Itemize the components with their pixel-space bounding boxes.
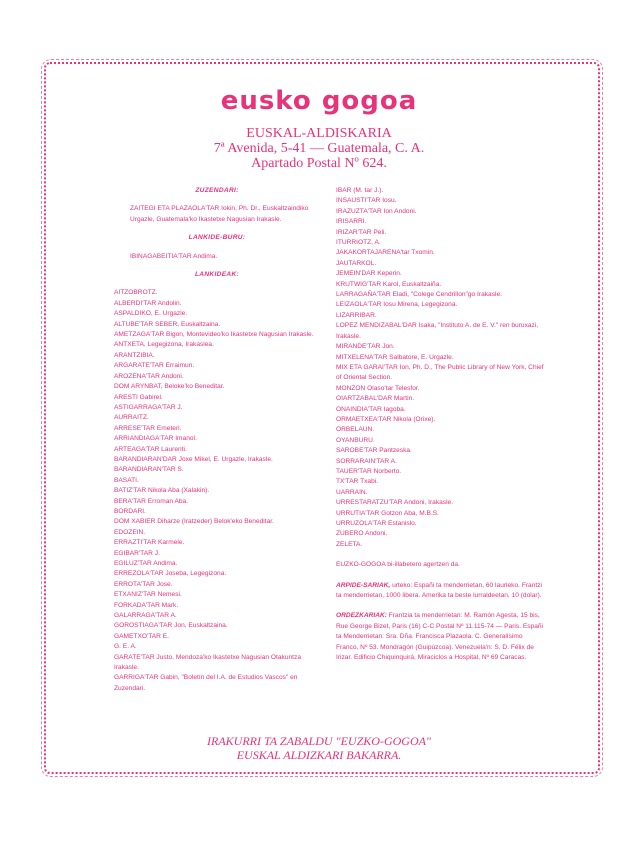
list-item: AURRAITZ. (114, 414, 149, 422)
list-item: URRESTARATZU'TAR Andoni, Irakasle. (336, 499, 454, 507)
list-item: BERA'TAR Erroman Aba. (114, 497, 189, 505)
list-item: ORMAETXEA'TAR Nikola (Orixe). (336, 415, 436, 423)
contributors-list (114, 288, 320, 694)
list-item: ETXANIZ'TAR Nemesi. (114, 591, 182, 599)
subtitle-line: EUSKAL-ALDISKARIA (246, 126, 392, 141)
list-item: ARRIANDIAGA'TAR Imanol. (114, 435, 197, 443)
list-item: BARANDIARAN'TAR S. (114, 466, 184, 474)
list-item: IBAR (M. tar J.). (336, 187, 384, 194)
list-item: GOROSTIAGA'TAR Jon, Euskaltzaina. (114, 622, 228, 630)
list-item: ALTUBE'TAR SEBER, Euskaltzaina. (114, 320, 221, 328)
list-item: TAUER'TAR Norberto. (336, 467, 402, 475)
lankide-buru-text: IBINAGABEITIA'TAR Andima. (130, 252, 218, 260)
list-item: LIZARRIBAR. (336, 311, 377, 319)
list-item: SAROBE'TAR Pantzeska. (336, 447, 412, 455)
list-item: ANTXETA, Legegizona, Irakaslea. (114, 341, 214, 349)
list-item: EGIBAR'TAR J. (114, 549, 160, 557)
list-item: BARANDIARAN'DAR Joxe Mikel, E. Urgazle, Irakasle. (114, 455, 273, 463)
list-item: ALBERDI'TAR Andolin. (114, 299, 182, 307)
list-item: SORRARAIN'TAR A. (336, 457, 397, 465)
list-item: BASATI. (114, 476, 139, 484)
list-item: ARGARATE'TAR Erraimun. (114, 362, 195, 370)
list-item: JEMEIN'DAR Keperin. (336, 270, 402, 278)
list-item: ARRESE'TAR Emeteri. (114, 424, 182, 432)
masthead-address (0, 126, 638, 171)
list-item: ERREZOLA'TAR Joseba, Legegizona. (114, 570, 227, 578)
list-item: ASPALDIKO, E. Urgazle. (114, 310, 188, 318)
subscription-text: urteko: Españi ta menderrietan, 60 laurleko. Frantzi ta menderrietan, 1000 libera. Amerika ta beste lurraldeetan, 10 (dolar). (336, 581, 542, 600)
list-item: AITZOBROTZ. (114, 289, 158, 297)
list-item: UARRAIN. (336, 488, 368, 496)
list-item: KRUTWIG'TAR Karol, Euskaltzaiña. (336, 280, 442, 288)
magazine-title: eusko gogoa (220, 86, 418, 116)
list-item: DOM ARYNBAT, Belokeʼko Beneditar. (114, 383, 225, 391)
list-item: IRIZAR'TAR Peli. (336, 228, 387, 236)
list-item: DOM XABIER Diharze (Iratzeder) Belok'eko Beneditar. (114, 518, 274, 526)
list-item: LARRAGAÑA'TAR Eladi, "Colege Cendrillon"go Irakasle. (336, 291, 502, 299)
list-item: MIX ETA GARAI'TAR Ion, Ph. D., The Public Library of New York, Chief of Oriental Section. (336, 363, 544, 382)
footer-line: IRAKURRI TA ZABALDU "EUZKO-GOGOA" (207, 734, 431, 748)
list-item: ZUBERO Andoni. (336, 530, 388, 538)
list-item: G. E. A. (114, 643, 137, 651)
list-item: ERRAZTI'TAR Karmele. (114, 539, 185, 547)
list-item: GARATE'TAR Justo, Mendoza'ko Ikastetxe Nagusian Otakuntza Irakasle. (114, 653, 301, 672)
left-column (114, 186, 320, 694)
list-item: FORKADA'TAR Mark. (114, 601, 179, 609)
subtitle-line: 7ª Avenida, 5-41 — Guatemala, C. A. (213, 141, 425, 156)
list-item: GALARRAGA'TAR A. (114, 612, 177, 620)
list-item: ONAINDIA'TAR Iagoba. (336, 405, 406, 413)
representatives (336, 611, 546, 663)
list-item: EGILUZ'TAR Andima. (114, 560, 178, 567)
contributors-list-continued (336, 186, 546, 550)
list-item: BATIZ'TAR Nikola Aba (Xalakin). (114, 487, 210, 495)
list-item: URRUTIA'TAR Gotzon Aba, M.B.S. (336, 509, 440, 517)
list-item: LOPEZ MENDIZABAL'DAR Isaka, "Instituto A. de E. V." ren buruxazi, Irakasle. (336, 322, 539, 340)
list-item: TX'TAR Txabi. (336, 478, 379, 486)
list-item: ITURRIOTZ, A. (336, 239, 381, 247)
list-item: MIRANDE'TAR Jon. (336, 343, 395, 351)
list-item: OYANBURU. (336, 436, 375, 444)
representatives-text: Frantzia ta menderrietan: M. Ramón Agesta, 15 bis, Rue George Bizet, Paris (16) C-C Postal Nº 11.115-74 — Paris. Españi ta Menderrietan: Sra. Dña. Francisca Plazaola. C. Generalísimo Franco, Nº 53. Mondragón (Guipúzcoa). Venezuela'n: S. D. Félix de Irizar. Edificio Chiquinquirá, Miraciclos a Hospital, Nº 69 Caracas. (336, 612, 544, 662)
footer-line: EUSKAL ALDIZKARI BAKARRA. (236, 748, 402, 762)
list-item: ARANTZIBIA. (114, 351, 155, 359)
list-item: ARESTI Gabirel. (114, 393, 163, 401)
publication-frequency: EUZKO-GOGOA bi-illabetero agertzen da. (336, 561, 460, 569)
representatives-lead: ORDEZKARIAK: (336, 612, 387, 620)
list-item: ZELETA. (336, 540, 363, 548)
footer-slogan (0, 734, 638, 762)
subtitle-line: Apartado Postal Nº 624. (251, 156, 387, 171)
list-item: JAKAKORTAJARENA'tar Txomin. (336, 249, 435, 257)
list-item: ARTEAGA'TAR Laurenti. (114, 445, 187, 453)
list-item: BORDARI. (114, 507, 146, 515)
list-item: ASTIGARRAGA'TAR J. (114, 403, 183, 411)
list-item: MONZON Olaso'tar Telesfor. (336, 384, 420, 392)
list-item: MITXELENA'TAR Salbatore, E. Urgazle. (336, 353, 454, 361)
zuzendari-heading: ZUZENDARI: (195, 187, 239, 194)
list-item: EDOZEIN. (114, 528, 146, 536)
list-item: URRUZOLA'TAR Estanislo. (336, 520, 417, 527)
list-item: GAMETXO'TAR E. (114, 632, 169, 640)
zuzendari-text: ZAITEGI ETA PLAZAOLA'TAR Iokin, Ph. Dr., Euskaltzaindiko Urgazle, Guatemala'ko Ikastetxe Nagusian Irakasle. (130, 205, 309, 223)
list-item: JAUTARKOL. (336, 259, 377, 267)
list-item: ERROTA'TAR Jose. (114, 580, 173, 588)
list-item: ORBELAUN. (336, 426, 375, 434)
list-item: INSAUSTI'TAR Iosu. (336, 197, 397, 205)
list-item: IRISARRI. (336, 218, 367, 226)
subscription-prices (336, 581, 546, 602)
right-column (336, 186, 546, 673)
subscription-lead: ARPIDE-SARIAK, (336, 581, 391, 589)
list-item: IRAZUZTA'TAR Ion Andoni. (336, 207, 417, 215)
list-item: LEIZAOLA'TAR Iosu Mirena, Legegizona. (336, 301, 458, 309)
list-item: OIARTZABAL'DAR Martin. (336, 395, 415, 403)
lankideak-heading: LANKIDEAK: (194, 271, 240, 279)
list-item: GARRIGA'TAR Gabin, "Boletín del I.A. de Estudios Vascos" en Zuzendari. (114, 674, 298, 692)
list-item: AMETZAGA'TAR Bigon, Montevideo'ko Ikastetxe Nagusian Irakasle. (114, 331, 314, 339)
lankide-buru-heading: LANKIDE-BURU: (188, 234, 246, 242)
list-item: AROZENA'TAR Andoni. (114, 372, 184, 380)
